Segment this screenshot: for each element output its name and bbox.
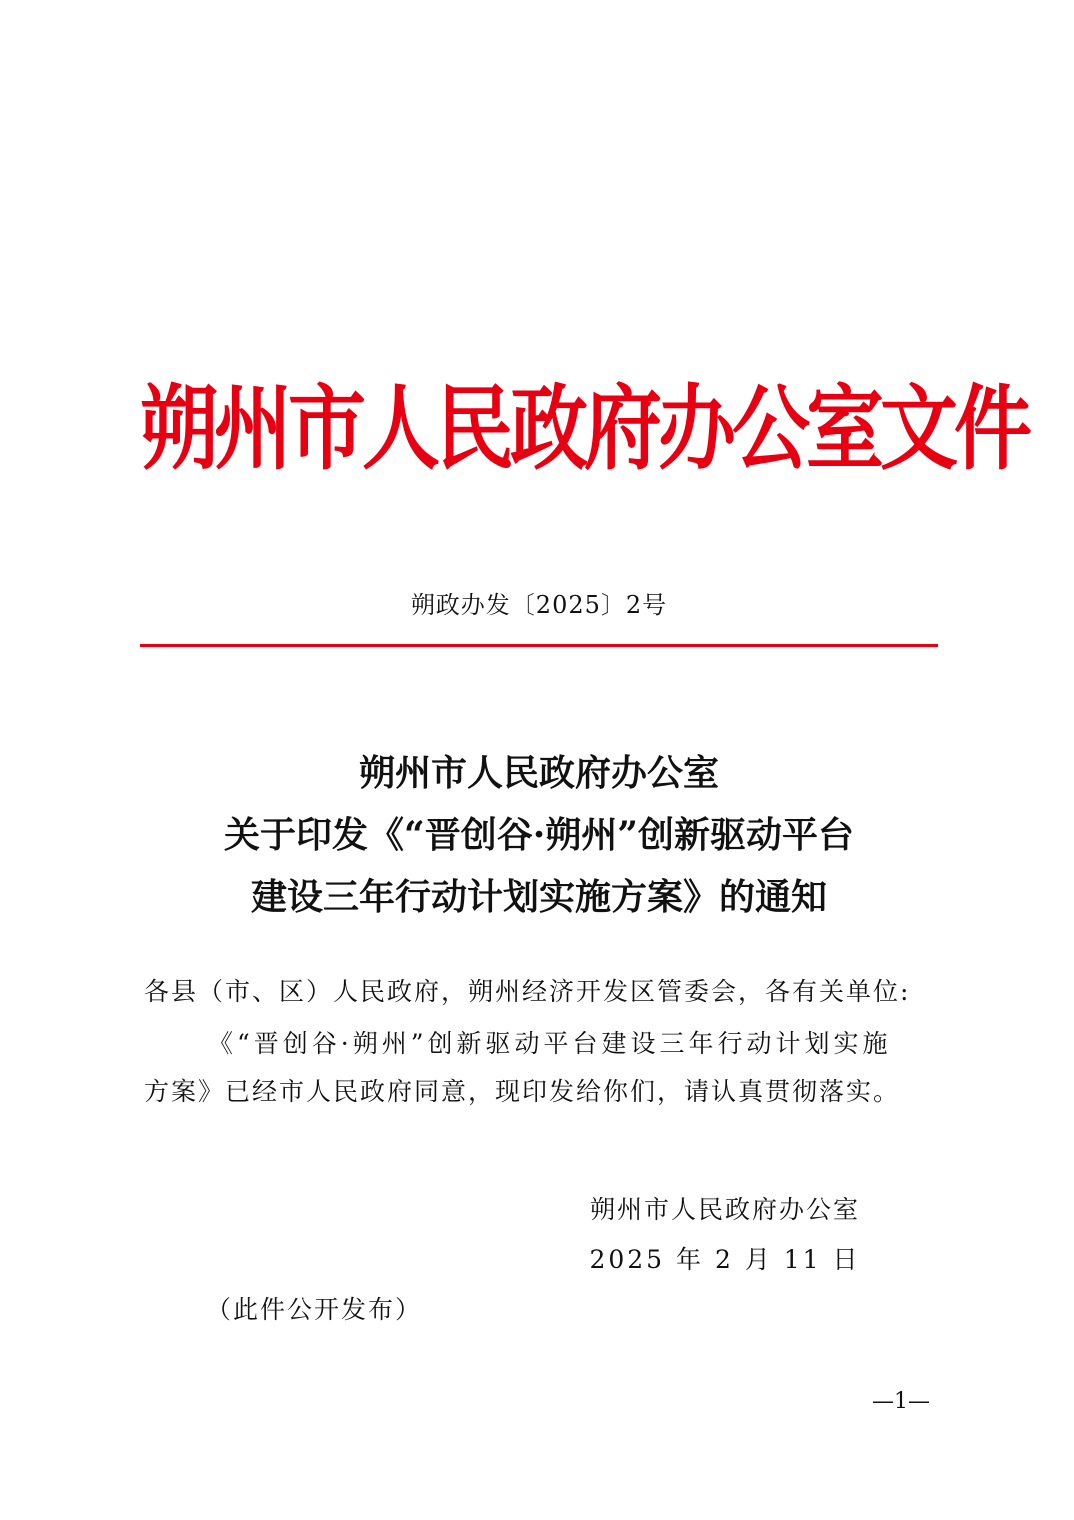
title-line-1: 朔州市人民政府办公室 — [358, 752, 719, 794]
title-line-3: 建设三年行动计划实施方案》的通知 — [250, 876, 827, 918]
salutation: 各县（市、区）人民政府，朔州经济开发区管委会，各有关单位: — [144, 977, 911, 1006]
body-paragraph-line-1: 《“晋创谷·朔州”创新驱动平台建设三年行动计划实施 — [208, 1029, 892, 1058]
body-paragraph-line-2: 方案》已经市人民政府同意，现印发给你们，请认真贯彻落实。 — [144, 1077, 901, 1106]
document-number: 朔政办发〔2025〕2号 — [410, 591, 668, 619]
title-line-2: 关于印发《“晋创谷·朔州”创新驱动平台 — [224, 814, 854, 856]
disclosure-note: （此件公开发布） — [206, 1295, 423, 1324]
red-separator-line — [140, 644, 938, 647]
signature-organization: 朔州市人民政府办公室 — [589, 1195, 860, 1224]
document-title — [140, 742, 938, 928]
document-masthead: 朔州市人民政府办公室文件 — [140, 376, 1029, 483]
signature-date: 2025 年 2 月 11 日 — [589, 1245, 861, 1274]
page-number: —1— — [872, 1389, 930, 1414]
